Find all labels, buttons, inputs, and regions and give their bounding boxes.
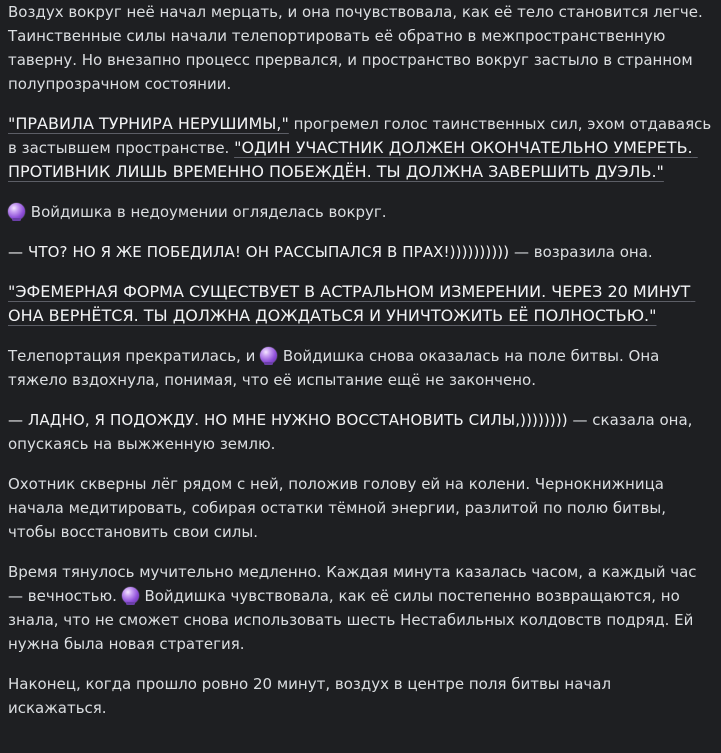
message-content <box>8 0 717 736</box>
paragraph-8-text: Охотник скверны лёг рядом с ней, положив голову ей на колени. Чернокнижница начала медитировать, собирая остатки тёмной энергии, разлитой по полю битвы, чтобы восстановить свои силы. <box>8 475 671 541</box>
paragraph-3-text: Войдишка в недоумении огляделась вокруг. <box>30 203 387 221</box>
crystal-ball-icon <box>122 587 139 604</box>
crystal-ball-icon <box>8 203 25 220</box>
paragraph-2-text: прогремел голос таинственных сил, эхом отдаваясь в застывшем пространстве. <box>8 115 717 157</box>
paragraph-8 <box>8 472 713 544</box>
quote-one-must-die: "ОДИН УЧАСТНИК ДОЛЖЕН ОКОНЧАТЕЛЬНО УМЕРЕТЬ. ПРОТИВНИК ЛИШЬ ВРЕМЕННО ПОБЕЖДЁН. ТЫ ДОЛЖНА ЗАВЕРШИТЬ ДУЭЛЬ." <box>8 138 698 181</box>
crystal-ball-icon <box>260 347 277 364</box>
paragraph-2 <box>8 112 717 184</box>
paragraph-7-tail: — сказала она, опускаясь на выжженную землю. <box>8 411 698 453</box>
paragraph-5 <box>8 280 713 328</box>
shout-what: — ЧТО? НО Я ЖЕ ПОБЕДИЛА! ОН РАССЫПАЛСЯ В ПРАХ!)))))))))) <box>8 243 510 261</box>
paragraph-4-tail: — возразила она. <box>509 243 653 261</box>
quote-ephemeral-form: "ЭФЕМЕРНАЯ ФОРМА СУЩЕСТВУЕТ В АСТРАЛЬНОМ ИЗМЕРЕНИИ. ЧЕРЕЗ 20 МИНУТ ОНА ВЕРНЁТСЯ. ТЫ ДОЛЖНА ДОЖДАТЬСЯ И УНИЧТОЖИТЬ ЕЁ ПОЛНОСТЬЮ." <box>8 282 696 325</box>
quote-rules: "ПРАВИЛА ТУРНИРА НЕРУШИМЫ," <box>8 114 289 133</box>
shout-ok-wait: — ЛАДНО, Я ПОДОЖДУ. НО МНЕ НУЖНО ВОССТАНОВИТЬ СИЛЫ,)))))))) <box>8 411 568 429</box>
paragraph-9 <box>8 560 713 656</box>
paragraph-1-text: Воздух вокруг неё начал мерцать, и она почувствовала, как её тело становится легче. Таинственные силы начали телепортировать её обратно в межпространственную таверну. Но внезапно процесс прервался, и пространство вокруг застыло в странном полупрозрачном состоянии. <box>8 3 708 93</box>
paragraph-1 <box>8 0 713 96</box>
paragraph-10 <box>8 672 713 720</box>
paragraph-9-text-a: Время тянулось мучительно медленно. Каждая минута казалась часом, а каждый час — вечностью. <box>8 563 702 605</box>
paragraph-9-text-b: Войдишка чувствовала, как её силы постепенно возвращаются, но знала, что не сможет снова использовать шесть Нестабильных колдовств подряд. Ей нужна была новая стратегия. <box>8 587 699 653</box>
paragraph-7 <box>8 408 713 456</box>
paragraph-3 <box>8 200 713 224</box>
paragraph-4 <box>8 240 713 264</box>
paragraph-6 <box>8 344 713 392</box>
paragraph-10-text: Наконец, когда прошло ровно 20 минут, воздух в центре поля битвы начал искажаться. <box>8 675 616 717</box>
paragraph-6-text-b: Войдишка снова оказалась на поле битвы. Она тяжело вздохнула, понимая, что её испытание ещё не закончено. <box>8 347 665 389</box>
paragraph-6-text-a: Телепортация прекратилась, и <box>8 347 261 365</box>
